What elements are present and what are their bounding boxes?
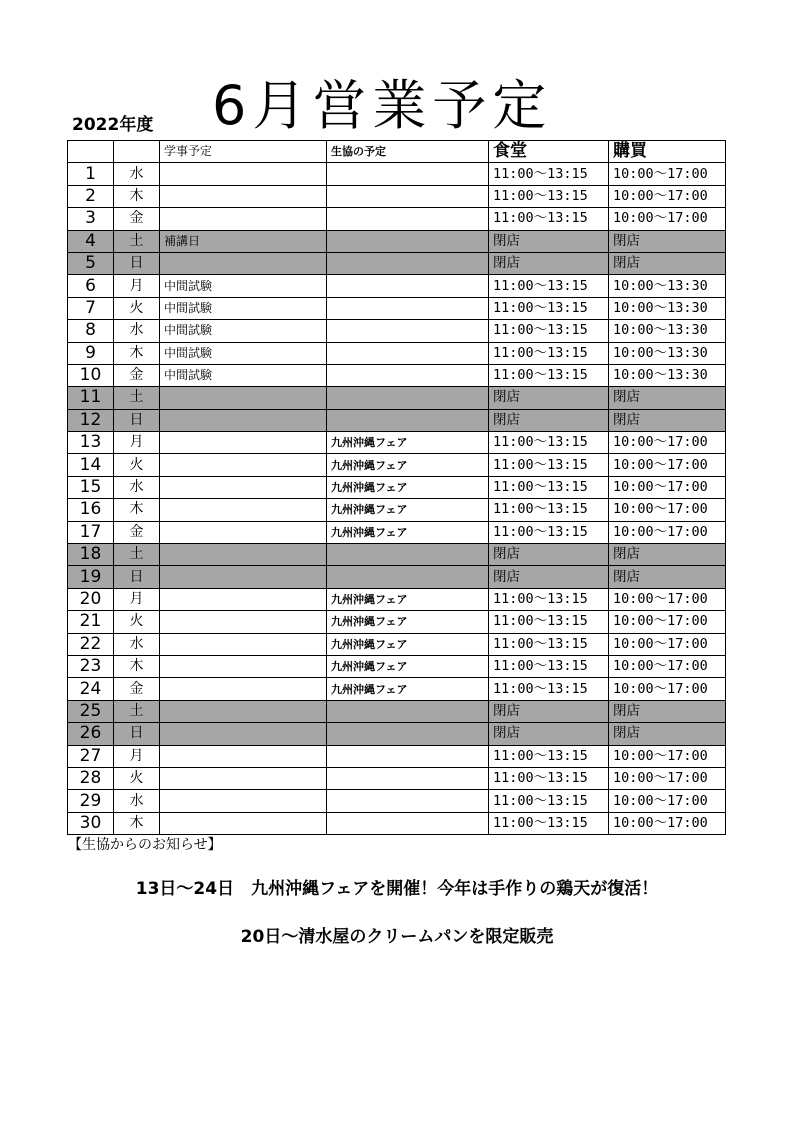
- coop-cell: [327, 364, 489, 386]
- cafeteria-hours-cell: 11:00～13:15: [489, 454, 609, 476]
- academic-cell: [160, 521, 327, 543]
- store-hours-cell: 閉店: [609, 387, 726, 409]
- coop-cell: [327, 790, 489, 812]
- header-store: 購買: [609, 141, 726, 163]
- cafeteria-hours-cell: 閉店: [489, 252, 609, 274]
- day-cell: 4: [68, 230, 114, 252]
- academic-cell: [160, 700, 327, 722]
- academic-cell: [160, 208, 327, 230]
- store-hours-cell: 10:00～17:00: [609, 812, 726, 834]
- weekday-cell: 月: [114, 745, 160, 767]
- store-hours-cell: 10:00～17:00: [609, 185, 726, 207]
- table-row: [68, 387, 726, 409]
- academic-cell: [160, 745, 327, 767]
- table-row: [68, 208, 726, 230]
- academic-cell: [160, 611, 327, 633]
- cafeteria-hours-cell: 11:00～13:15: [489, 275, 609, 297]
- weekday-cell: 火: [114, 297, 160, 319]
- day-cell: 1: [68, 163, 114, 185]
- cafeteria-hours-cell: 閉店: [489, 230, 609, 252]
- table-row: [68, 812, 726, 834]
- coop-cell: [327, 252, 489, 274]
- academic-cell: [160, 678, 327, 700]
- table-row: [68, 185, 726, 207]
- coop-cell: [327, 700, 489, 722]
- coop-cell: [327, 297, 489, 319]
- academic-cell: [160, 588, 327, 610]
- academic-cell: [160, 432, 327, 454]
- notice-line-2: 20日～清水屋のクリームパンを限定販売: [240, 927, 554, 947]
- schedule-table: [67, 140, 726, 835]
- store-hours-cell: 10:00～17:00: [609, 655, 726, 677]
- academic-cell: 中間試験: [160, 364, 327, 386]
- cafeteria-hours-cell: 11:00～13:15: [489, 588, 609, 610]
- weekday-cell: 土: [114, 700, 160, 722]
- weekday-cell: 木: [114, 185, 160, 207]
- table-row: [68, 252, 726, 274]
- day-cell: 12: [68, 409, 114, 431]
- table-row: [68, 544, 726, 566]
- day-cell: 20: [68, 588, 114, 610]
- academic-cell: [160, 409, 327, 431]
- academic-cell: [160, 767, 327, 789]
- weekday-cell: 水: [114, 320, 160, 342]
- day-cell: 16: [68, 499, 114, 521]
- table-row: [68, 790, 726, 812]
- store-hours-cell: 10:00～17:00: [609, 432, 726, 454]
- coop-cell: [327, 185, 489, 207]
- coop-cell: 九州沖縄フェア: [327, 499, 489, 521]
- cafeteria-hours-cell: 閉店: [489, 387, 609, 409]
- cafeteria-hours-cell: 11:00～13:15: [489, 297, 609, 319]
- cafeteria-hours-cell: 閉店: [489, 723, 609, 745]
- weekday-cell: 水: [114, 476, 160, 498]
- coop-cell: [327, 723, 489, 745]
- day-cell: 2: [68, 185, 114, 207]
- table-row: [68, 320, 726, 342]
- store-hours-cell: 10:00～17:00: [609, 163, 726, 185]
- cafeteria-hours-cell: 11:00～13:15: [489, 364, 609, 386]
- weekday-cell: 月: [114, 275, 160, 297]
- store-hours-cell: 10:00～17:00: [609, 454, 726, 476]
- coop-cell: 九州沖縄フェア: [327, 633, 489, 655]
- academic-cell: [160, 476, 327, 498]
- table-row: [68, 454, 726, 476]
- academic-cell: [160, 655, 327, 677]
- cafeteria-hours-cell: 11:00～13:15: [489, 476, 609, 498]
- table-row: [68, 432, 726, 454]
- cafeteria-hours-cell: 11:00～13:15: [489, 521, 609, 543]
- weekday-cell: 木: [114, 812, 160, 834]
- day-cell: 25: [68, 700, 114, 722]
- day-cell: 23: [68, 655, 114, 677]
- table-row: [68, 275, 726, 297]
- weekday-cell: 水: [114, 633, 160, 655]
- header-day: [68, 141, 114, 163]
- table-row: [68, 476, 726, 498]
- cafeteria-hours-cell: 11:00～13:15: [489, 655, 609, 677]
- header-weekday: [114, 141, 160, 163]
- store-hours-cell: 10:00～13:30: [609, 320, 726, 342]
- table-row: [68, 633, 726, 655]
- weekday-cell: 土: [114, 387, 160, 409]
- coop-cell: 九州沖縄フェア: [327, 454, 489, 476]
- store-hours-cell: 閉店: [609, 252, 726, 274]
- store-hours-cell: 10:00～13:30: [609, 342, 726, 364]
- academic-cell: [160, 633, 327, 655]
- table-row: [68, 655, 726, 677]
- coop-cell: 九州沖縄フェア: [327, 476, 489, 498]
- weekday-cell: 日: [114, 409, 160, 431]
- academic-cell: [160, 790, 327, 812]
- coop-cell: [327, 387, 489, 409]
- day-cell: 29: [68, 790, 114, 812]
- academic-cell: [160, 499, 327, 521]
- day-cell: 30: [68, 812, 114, 834]
- weekday-cell: 月: [114, 432, 160, 454]
- day-cell: 8: [68, 320, 114, 342]
- cafeteria-hours-cell: 11:00～13:15: [489, 185, 609, 207]
- table-row: [68, 499, 726, 521]
- day-cell: 15: [68, 476, 114, 498]
- coop-cell: 九州沖縄フェア: [327, 678, 489, 700]
- weekday-cell: 日: [114, 252, 160, 274]
- academic-cell: [160, 812, 327, 834]
- store-hours-cell: 10:00～17:00: [609, 521, 726, 543]
- weekday-cell: 日: [114, 723, 160, 745]
- cafeteria-hours-cell: 閉店: [489, 544, 609, 566]
- store-hours-cell: 10:00～17:00: [609, 790, 726, 812]
- store-hours-cell: 閉店: [609, 409, 726, 431]
- day-cell: 14: [68, 454, 114, 476]
- store-hours-cell: 10:00～17:00: [609, 208, 726, 230]
- store-hours-cell: 10:00～17:00: [609, 745, 726, 767]
- table-row: [68, 723, 726, 745]
- academic-cell: [160, 185, 327, 207]
- coop-cell: 九州沖縄フェア: [327, 432, 489, 454]
- cafeteria-hours-cell: 11:00～13:15: [489, 499, 609, 521]
- table-row: [68, 678, 726, 700]
- coop-cell: [327, 275, 489, 297]
- coop-cell: [327, 409, 489, 431]
- coop-cell: [327, 208, 489, 230]
- cafeteria-hours-cell: 11:00～13:15: [489, 320, 609, 342]
- cafeteria-hours-cell: 11:00～13:15: [489, 812, 609, 834]
- academic-cell: 中間試験: [160, 320, 327, 342]
- coop-cell: 九州沖縄フェア: [327, 521, 489, 543]
- cafeteria-hours-cell: 閉店: [489, 566, 609, 588]
- academic-cell: [160, 252, 327, 274]
- day-cell: 5: [68, 252, 114, 274]
- cafeteria-hours-cell: 11:00～13:15: [489, 432, 609, 454]
- table-row: [68, 566, 726, 588]
- coop-cell: 九州沖縄フェア: [327, 655, 489, 677]
- table-row: [68, 364, 726, 386]
- weekday-cell: 水: [114, 163, 160, 185]
- day-cell: 22: [68, 633, 114, 655]
- weekday-cell: 火: [114, 454, 160, 476]
- cafeteria-hours-cell: 11:00～13:15: [489, 745, 609, 767]
- day-cell: 26: [68, 723, 114, 745]
- table-row: [68, 700, 726, 722]
- weekday-cell: 土: [114, 544, 160, 566]
- store-hours-cell: 閉店: [609, 544, 726, 566]
- weekday-cell: 木: [114, 655, 160, 677]
- academic-cell: [160, 566, 327, 588]
- notice-line-1: 13日～24日 九州沖縄フェアを開催！今年は手作りの鶏天が復活！: [135, 879, 659, 899]
- coop-cell: [327, 767, 489, 789]
- table-row: [68, 297, 726, 319]
- weekday-cell: 金: [114, 521, 160, 543]
- store-hours-cell: 10:00～13:30: [609, 297, 726, 319]
- header-academic: 学事予定: [160, 141, 327, 163]
- day-cell: 27: [68, 745, 114, 767]
- store-hours-cell: 10:00～17:00: [609, 499, 726, 521]
- weekday-cell: 土: [114, 230, 160, 252]
- store-hours-cell: 10:00～13:30: [609, 275, 726, 297]
- cafeteria-hours-cell: 11:00～13:15: [489, 678, 609, 700]
- store-hours-cell: 閉店: [609, 230, 726, 252]
- day-cell: 24: [68, 678, 114, 700]
- coop-cell: [327, 163, 489, 185]
- coop-cell: [327, 566, 489, 588]
- cafeteria-hours-cell: 11:00～13:15: [489, 163, 609, 185]
- weekday-cell: 火: [114, 767, 160, 789]
- header-cafeteria: 食堂: [489, 141, 609, 163]
- weekday-cell: 金: [114, 678, 160, 700]
- page-title: 6月営業予定: [212, 74, 553, 137]
- schedule-body: [68, 163, 726, 835]
- cafeteria-hours-cell: 11:00～13:15: [489, 790, 609, 812]
- store-hours-cell: 10:00～17:00: [609, 611, 726, 633]
- weekday-cell: 日: [114, 566, 160, 588]
- day-cell: 28: [68, 767, 114, 789]
- academic-cell: [160, 544, 327, 566]
- weekday-cell: 木: [114, 499, 160, 521]
- table-row: [68, 745, 726, 767]
- table-row: [68, 767, 726, 789]
- table-row: [68, 611, 726, 633]
- table-row: [68, 342, 726, 364]
- day-cell: 13: [68, 432, 114, 454]
- day-cell: 3: [68, 208, 114, 230]
- day-cell: 9: [68, 342, 114, 364]
- cafeteria-hours-cell: 11:00～13:15: [489, 342, 609, 364]
- fiscal-year: 2022年度: [72, 115, 154, 135]
- coop-cell: 九州沖縄フェア: [327, 588, 489, 610]
- store-hours-cell: 閉店: [609, 723, 726, 745]
- weekday-cell: 木: [114, 342, 160, 364]
- store-hours-cell: 10:00～17:00: [609, 633, 726, 655]
- coop-cell: [327, 230, 489, 252]
- academic-cell: 中間試験: [160, 342, 327, 364]
- notice-heading: 【生協からのお知らせ】: [68, 837, 222, 853]
- day-cell: 18: [68, 544, 114, 566]
- weekday-cell: 金: [114, 208, 160, 230]
- weekday-cell: 金: [114, 364, 160, 386]
- academic-cell: 中間試験: [160, 297, 327, 319]
- day-cell: 6: [68, 275, 114, 297]
- store-hours-cell: 閉店: [609, 566, 726, 588]
- academic-cell: [160, 723, 327, 745]
- header-row: [68, 141, 726, 163]
- cafeteria-hours-cell: 閉店: [489, 700, 609, 722]
- academic-cell: [160, 163, 327, 185]
- weekday-cell: 火: [114, 611, 160, 633]
- academic-cell: [160, 387, 327, 409]
- cafeteria-hours-cell: 11:00～13:15: [489, 208, 609, 230]
- header-coop: 生協の予定: [327, 141, 489, 163]
- day-cell: 19: [68, 566, 114, 588]
- store-hours-cell: 10:00～17:00: [609, 588, 726, 610]
- day-cell: 10: [68, 364, 114, 386]
- day-cell: 21: [68, 611, 114, 633]
- store-hours-cell: 10:00～17:00: [609, 767, 726, 789]
- academic-cell: [160, 454, 327, 476]
- table-row: [68, 588, 726, 610]
- table-row: [68, 409, 726, 431]
- table-row: [68, 163, 726, 185]
- coop-cell: [327, 812, 489, 834]
- table-row: [68, 521, 726, 543]
- weekday-cell: 月: [114, 588, 160, 610]
- coop-cell: [327, 544, 489, 566]
- store-hours-cell: 10:00～13:30: [609, 364, 726, 386]
- store-hours-cell: 10:00～17:00: [609, 476, 726, 498]
- coop-cell: [327, 342, 489, 364]
- cafeteria-hours-cell: 11:00～13:15: [489, 633, 609, 655]
- weekday-cell: 水: [114, 790, 160, 812]
- cafeteria-hours-cell: 11:00～13:15: [489, 767, 609, 789]
- store-hours-cell: 10:00～17:00: [609, 678, 726, 700]
- coop-cell: [327, 320, 489, 342]
- cafeteria-hours-cell: 閉店: [489, 409, 609, 431]
- table-row: [68, 230, 726, 252]
- cafeteria-hours-cell: 11:00～13:15: [489, 611, 609, 633]
- day-cell: 17: [68, 521, 114, 543]
- day-cell: 11: [68, 387, 114, 409]
- coop-cell: [327, 745, 489, 767]
- day-cell: 7: [68, 297, 114, 319]
- coop-cell: 九州沖縄フェア: [327, 611, 489, 633]
- store-hours-cell: 閉店: [609, 700, 726, 722]
- academic-cell: 補講日: [160, 230, 327, 252]
- academic-cell: 中間試験: [160, 275, 327, 297]
